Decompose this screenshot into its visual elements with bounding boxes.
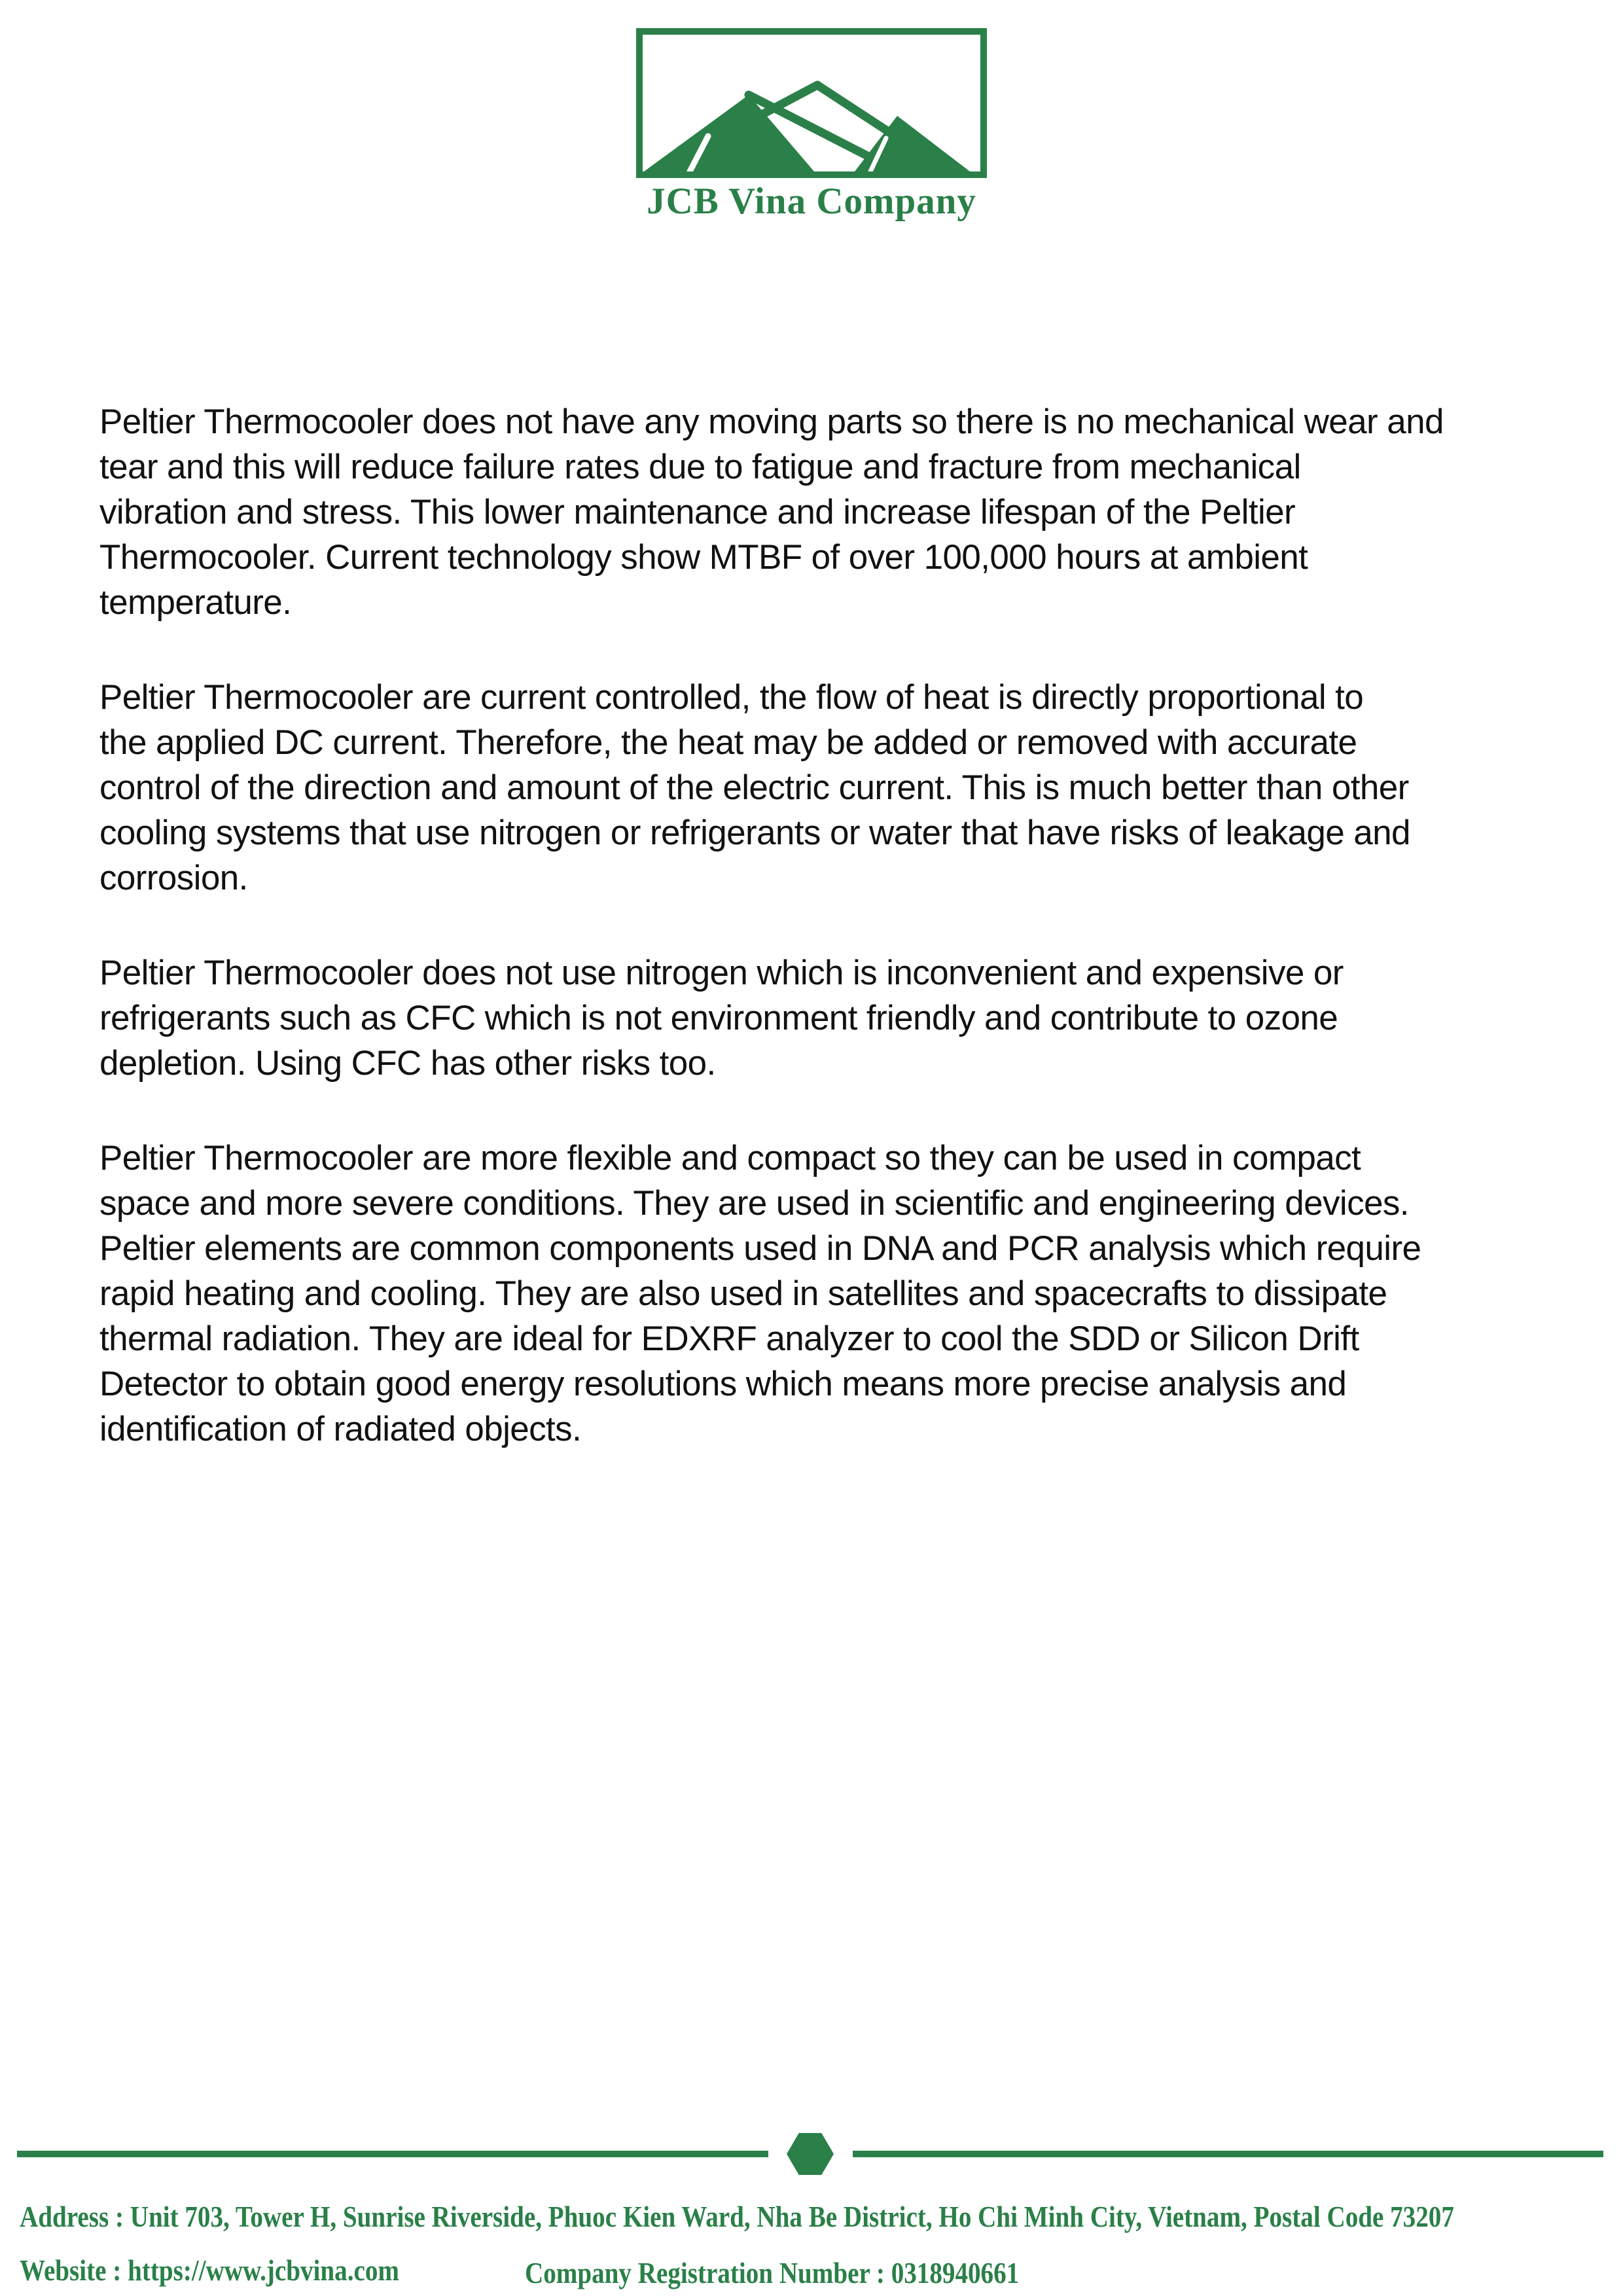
paragraph-line: Peltier Thermocooler does not have any moving parts so there is no mechanical wear and (99, 403, 1444, 441)
paragraph-line: tear and this will reduce failure rates due to fatigue and fracture from mechanical (99, 448, 1301, 486)
paragraph-line: Peltier Thermocooler are more flexible and compact so they can be used in compact (99, 1139, 1361, 1177)
paragraph-line: vibration and stress. This lower maintenance and increase lifespan of the Peltier (99, 493, 1296, 531)
paragraph-line: Peltier Thermocooler are current controlled, the flow of heat is directly proportional to (99, 678, 1364, 717)
paragraph-1 (99, 399, 1623, 625)
paragraph-line: control of the direction and amount of the electric current. This is much better than other (99, 768, 1409, 807)
body-text (99, 399, 1623, 1501)
paragraph-4 (99, 1136, 1623, 1452)
paragraph-line: Detector to obtain good energy resolutions which means more precise analysis and (99, 1365, 1347, 1403)
company-name: JCB Vina Company (647, 181, 976, 222)
paragraph-line: Thermocooler. Current technology show MTBF of over 100,000 hours at ambient (99, 538, 1308, 577)
mountains-icon (643, 35, 980, 171)
footer-website-url: Website : https://www.jcbvina.com (20, 2253, 399, 2287)
paragraph-3 (99, 950, 1623, 1086)
footer-address: Address : Unit 703, Tower H, Sunrise Riverside, Phuoc Kien Ward, Nha Be District, Ho Chi Minh City, Vietnam, Postal Code 73207 (20, 2200, 1454, 2233)
footer-company-registration: Company Registration Number : 0318940661 (525, 2256, 1020, 2289)
paragraph-line: corrosion. (99, 859, 248, 897)
paragraph-line: space and more severe conditions. They are used in scientific and engineering devices. (99, 1184, 1409, 1223)
paragraph-line: the applied DC current. Therefore, the heat may be added or removed with accurate (99, 723, 1357, 762)
paragraph-line: cooling systems that use nitrogen or refrigerants or water that have risks of leakage and (99, 814, 1410, 852)
paragraph-line: Peltier elements are common components used in DNA and PCR analysis which require (99, 1229, 1421, 1268)
paragraph-line: identification of radiated objects. (99, 1410, 582, 1448)
hexagon-icon (787, 2133, 834, 2175)
footer-divider-line-left (17, 2151, 768, 2157)
footer-divider-line-right (853, 2151, 1603, 2157)
paragraph-2 (99, 675, 1623, 901)
paragraph-line: rapid heating and cooling. They are also used in satellites and spacecrafts to dissipate (99, 1274, 1387, 1313)
paragraph-line: thermal radiation. They are ideal for EDXRF analyzer to cool the SDD or Silicon Drift (99, 1319, 1359, 1358)
paragraph-line: depletion. Using CFC has other risks too. (99, 1044, 716, 1083)
paragraph-line: refrigerants such as CFC which is not environment friendly and contribute to ozone (99, 999, 1338, 1037)
paragraph-line: temperature. (99, 583, 292, 622)
paragraph-line: Peltier Thermocooler does not use nitrogen which is inconvenient and expensive or (99, 954, 1344, 992)
